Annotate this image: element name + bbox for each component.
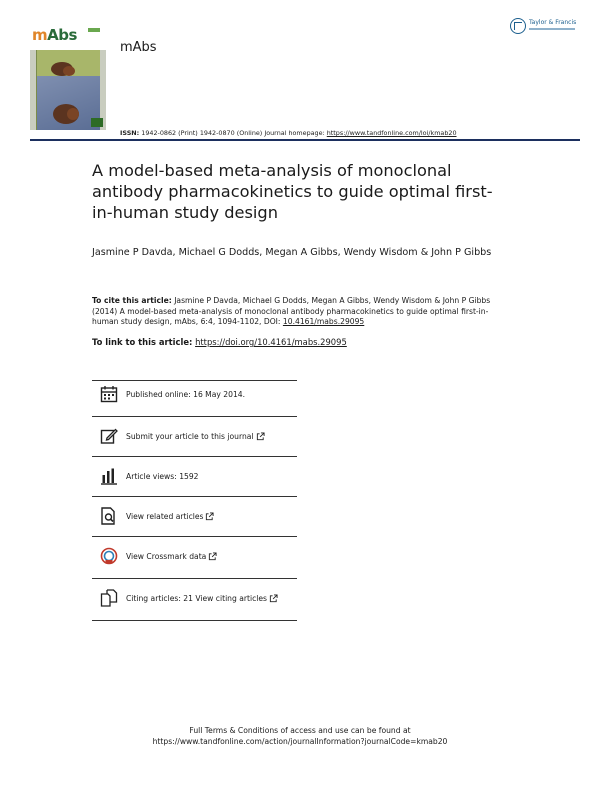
divider xyxy=(92,620,297,621)
edit-icon xyxy=(98,425,120,447)
terms-text: Full Terms & Conditions of access and use can be found at xyxy=(189,726,411,735)
publisher-logo[interactable]: Taylor & Francis xyxy=(510,16,582,42)
journal-name: mAbs xyxy=(120,40,157,55)
external-link-icon xyxy=(208,552,217,561)
header-divider xyxy=(30,139,580,141)
divider xyxy=(92,578,297,579)
cover-badge xyxy=(91,118,103,127)
article-title: A model-based meta-analysis of monoclonal antibody pharmacokinetics to guide optimal first-in-human study design xyxy=(92,161,493,222)
article-doi-url[interactable]: https://doi.org/10.4161/mabs.29095 xyxy=(195,337,347,347)
submit-article-row[interactable]: Submit your article to this journal xyxy=(92,418,297,454)
cover-logo: mAbs xyxy=(32,26,77,44)
external-link-icon xyxy=(205,512,214,521)
bar-chart-icon xyxy=(98,465,120,487)
calendar-icon xyxy=(98,383,120,405)
crossmark-row[interactable]: View Crossmark data xyxy=(92,538,297,574)
issn-line: ISSN: 1942-0862 (Print) 1942-0870 (Online) Journal homepage: https://www.tandfonline.com/loi/kmab20 xyxy=(120,129,457,137)
crossmark-icon xyxy=(98,545,120,567)
doi-link[interactable]: 10.4161/mabs.29095 xyxy=(282,317,365,327)
divider xyxy=(92,456,297,457)
related-articles-row[interactable]: View related articles xyxy=(92,498,297,534)
search-document-icon xyxy=(98,505,120,527)
article-authors: Jasmine P Davda, Michael G Dodds, Megan A Gibbs, Wendy Wisdom & John P Gibbs xyxy=(92,247,492,258)
published-online-row: Published online: 16 May 2014. xyxy=(92,376,297,412)
citing-articles-row[interactable]: Citing articles: 21 View citing articles xyxy=(92,580,297,616)
journal-homepage-link[interactable]: https://www.tandfonline.com/loi/kmab20 xyxy=(326,129,457,137)
citing-articles-icon xyxy=(98,587,120,609)
terms-footer xyxy=(0,725,600,747)
article-link-line: To link to this article: https://doi.org/10.4161/mabs.29095 xyxy=(92,337,347,347)
terms-url[interactable]: https://www.tandfonline.com/action/journalInformation?journalCode=kmab20 xyxy=(152,737,448,746)
external-link-icon xyxy=(256,432,265,441)
journal-cover-image xyxy=(30,22,106,130)
external-link-icon xyxy=(269,594,278,603)
divider xyxy=(92,536,297,537)
citation: To cite this article: Jasmine P Davda, Michael G Dodds, Megan A Gibbs, Wendy Wisdom & John P Gibbs (2014) A model-based meta-analysis of monoclonal antibody pharmacokinetics to guide optimal first-in-human study design, mAbs, 6:4, 1094-1102, DOI: 10.4161/mabs.29095 xyxy=(92,296,491,327)
divider xyxy=(92,416,297,417)
article-views-row: Article views: 1592 xyxy=(92,458,297,494)
divider xyxy=(92,496,297,497)
publisher-logo-icon xyxy=(510,18,526,34)
